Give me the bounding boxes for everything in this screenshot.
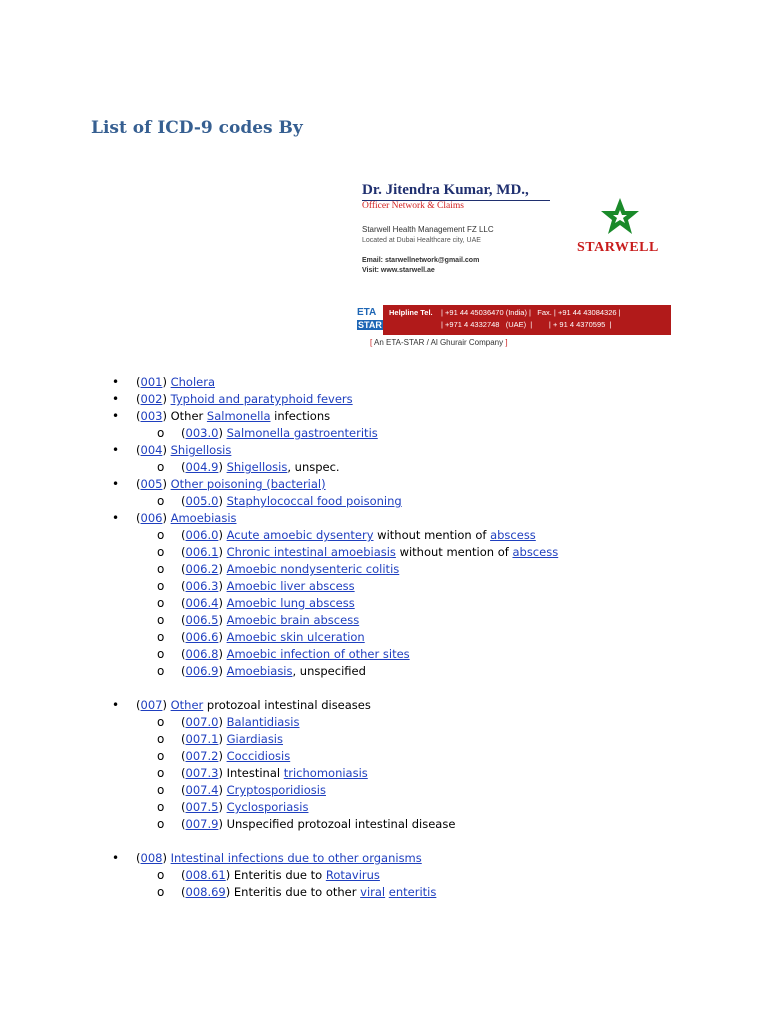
code-link[interactable]: 006 (140, 511, 163, 525)
paren-open: ( (181, 715, 186, 729)
description-link[interactable]: Staphylococcal food poisoning (226, 494, 402, 508)
code-link[interactable]: 006.3 (185, 579, 219, 593)
paren-open: ( (181, 885, 186, 899)
description-link[interactable]: Other (170, 698, 204, 712)
code-link[interactable]: 007.4 (185, 783, 219, 797)
code-link[interactable]: 004.9 (185, 460, 219, 474)
bullet-icon: • (112, 409, 120, 423)
circle-bullet-icon: o (157, 613, 165, 627)
subcode-list-item (0, 544, 558, 561)
code-link[interactable]: 008 (140, 851, 163, 865)
paren-close: ) (218, 630, 227, 644)
paren-close: ) (218, 647, 227, 661)
code-link[interactable]: 005.0 (185, 494, 219, 508)
code-link[interactable]: 008.69 (185, 885, 226, 899)
subcode-list-item (0, 561, 558, 578)
paren-close: ) (162, 443, 171, 457)
description-link[interactable]: Amoebic lung abscess (226, 596, 355, 610)
paren-close: ) (218, 817, 227, 831)
paren-open: ( (181, 868, 186, 882)
bullet-icon: • (112, 851, 120, 865)
paren-open: ( (181, 766, 186, 780)
description-link[interactable]: Typhoid and paratyphoid fevers (170, 392, 353, 406)
circle-bullet-icon: o (157, 817, 165, 831)
code-link[interactable]: 006.5 (185, 613, 219, 627)
paren-open: ( (181, 613, 186, 627)
description-text: protozoal intestinal diseases (203, 698, 371, 712)
subcode-list-item (0, 595, 558, 612)
icd9-code-list (0, 374, 558, 901)
paren-open: ( (181, 460, 186, 474)
paren-close: ) (162, 851, 171, 865)
doctor-name: Dr. Jitendra Kumar, MD., (362, 182, 529, 198)
circle-bullet-icon: o (157, 494, 165, 508)
code-link[interactable]: 006.0 (185, 528, 219, 542)
company-location: Located at Dubai Healthcare city, UAE (362, 237, 481, 244)
description-link[interactable]: Salmonella gastroenteritis (226, 426, 378, 440)
business-card (362, 182, 672, 292)
circle-bullet-icon: o (157, 528, 165, 542)
description-link[interactable]: abscess (512, 545, 559, 559)
paren-open: ( (136, 698, 141, 712)
code-link[interactable]: 005 (140, 477, 163, 491)
helpline-numbers-2: | +971 4 4332748 (UAE) | | + 91 4 4370595 | (441, 320, 612, 329)
paren-close: ) (218, 528, 227, 542)
paren-open: ( (181, 562, 186, 576)
paren-open: ( (181, 664, 186, 678)
description-text: , unspec. (287, 460, 340, 474)
subcode-list-item (0, 714, 558, 731)
code-link[interactable]: 006.1 (185, 545, 219, 559)
bullet-icon: • (112, 375, 120, 389)
paren-open: ( (136, 443, 141, 457)
description-link[interactable]: enteritis (388, 885, 437, 899)
circle-bullet-icon: o (157, 800, 165, 814)
description-link[interactable]: Cholera (170, 375, 216, 389)
description-link[interactable]: trichomoniasis (283, 766, 368, 780)
bullet-icon: • (112, 477, 120, 491)
subcode-list-item (0, 748, 558, 765)
eta-star-logo (355, 305, 383, 335)
paren-close: ) (218, 596, 227, 610)
description-text: Other (170, 409, 207, 423)
subcode-list-item (0, 799, 558, 816)
paren-close: ) (162, 698, 171, 712)
paren-close: ) (162, 375, 171, 389)
code-link[interactable]: 006.6 (185, 630, 219, 644)
description-link[interactable]: Salmonella (206, 409, 271, 423)
paren-close: ) (225, 885, 234, 899)
paren-close: ) (218, 766, 227, 780)
subcode-list-item (0, 765, 558, 782)
description-link[interactable]: Cyclosporiasis (226, 800, 309, 814)
paren-open: ( (136, 851, 141, 865)
paren-close: ) (218, 664, 227, 678)
description-link[interactable]: Amoebic skin ulceration (226, 630, 365, 644)
paren-close: ) (162, 511, 171, 525)
subcode-list-item (0, 527, 558, 544)
circle-bullet-icon: o (157, 426, 165, 440)
code-link[interactable]: 004 (140, 443, 163, 457)
helpline-label: Helpline Tel. (389, 308, 433, 317)
subcode-list-item (0, 731, 558, 748)
paren-open: ( (181, 783, 186, 797)
circle-bullet-icon: o (157, 630, 165, 644)
description-link[interactable]: abscess (490, 528, 536, 542)
description-link[interactable]: Chronic intestinal amoebiasis (226, 545, 396, 559)
description-text: Enteritis due to (233, 868, 326, 882)
paren-close: ) (218, 545, 227, 559)
description-link[interactable]: Amoebiasis (226, 664, 293, 678)
paren-close: ) (218, 562, 227, 576)
code-link[interactable]: 007.2 (185, 749, 219, 763)
tagline-close-bracket: ] (503, 338, 508, 347)
subcode-list-item (0, 816, 558, 833)
circle-bullet-icon: o (157, 596, 165, 610)
paren-open: ( (136, 375, 141, 389)
description-text: Enteritis due to other (233, 885, 361, 899)
paren-close: ) (218, 494, 227, 508)
description-link[interactable]: Amoebic infection of other sites (226, 647, 410, 661)
code-list-item (0, 391, 558, 408)
description-text: , unspecified (292, 664, 366, 678)
subcode-list-item (0, 884, 558, 901)
starwell-logo-text: STARWELL (577, 240, 659, 255)
circle-bullet-icon: o (157, 783, 165, 797)
helpline-banner (355, 305, 671, 335)
tagline-open-bracket: [ (370, 338, 375, 347)
circle-bullet-icon: o (157, 664, 165, 678)
paren-close: ) (162, 477, 171, 491)
circle-bullet-icon: o (157, 579, 165, 593)
code-link[interactable]: 008.61 (185, 868, 226, 882)
paren-open: ( (181, 596, 186, 610)
code-link[interactable]: 007 (140, 698, 163, 712)
paren-open: ( (181, 732, 186, 746)
paren-open: ( (181, 817, 186, 831)
circle-bullet-icon: o (157, 715, 165, 729)
company-tagline (370, 338, 508, 347)
subcode-list-item (0, 493, 558, 510)
code-link[interactable]: 006.8 (185, 647, 219, 661)
code-list-item (0, 476, 558, 493)
contact-email: Email: starwellnetwork@gmail.com (362, 257, 480, 264)
description-link[interactable]: Balantidiasis (226, 715, 300, 729)
code-link[interactable]: 007.9 (185, 817, 219, 831)
eta-logo-top: ETA (357, 307, 377, 318)
code-link[interactable]: 001 (140, 375, 163, 389)
bullet-icon: • (112, 511, 120, 525)
description-link[interactable]: Shigellosis (170, 443, 232, 457)
code-list-item (0, 442, 558, 459)
circle-bullet-icon: o (157, 868, 165, 882)
code-link[interactable]: 007.3 (185, 766, 219, 780)
code-link[interactable]: 006.4 (185, 596, 219, 610)
paren-open: ( (181, 494, 186, 508)
description-link[interactable]: Giardiasis (226, 732, 283, 746)
description-link[interactable]: Cryptosporidiosis (226, 783, 326, 797)
company-name: Starwell Health Management FZ LLC (362, 225, 494, 234)
paren-open: ( (181, 647, 186, 661)
circle-bullet-icon: o (157, 749, 165, 763)
starwell-star-icon (600, 196, 640, 236)
paren-close: ) (218, 749, 227, 763)
paren-close: ) (218, 783, 227, 797)
paren-open: ( (136, 511, 141, 525)
subcode-list-item (0, 782, 558, 799)
circle-bullet-icon: o (157, 732, 165, 746)
bullet-icon: • (112, 698, 120, 712)
tagline-text: An ETA-STAR / Al Ghurair Company (374, 338, 504, 347)
page-title: List of ICD-9 codes By (91, 118, 303, 138)
code-list-item (0, 510, 558, 527)
circle-bullet-icon: o (157, 885, 165, 899)
description-link[interactable]: Intestinal infections due to other organisms (170, 851, 422, 865)
paren-open: ( (181, 800, 186, 814)
circle-bullet-icon: o (157, 647, 165, 661)
description-link[interactable]: Amoebic nondysenteric colitis (226, 562, 400, 576)
code-link[interactable]: 007.1 (185, 732, 219, 746)
circle-bullet-icon: o (157, 545, 165, 559)
description-link[interactable]: Coccidiosis (226, 749, 291, 763)
description-text: Intestinal (226, 766, 284, 780)
description-link[interactable]: viral (360, 885, 386, 899)
paren-open: ( (136, 477, 141, 491)
paren-open: ( (181, 426, 186, 440)
description-text: without mention of (373, 528, 491, 542)
code-link[interactable]: 002 (140, 392, 163, 406)
paren-open: ( (181, 528, 186, 542)
paren-close: ) (218, 426, 227, 440)
code-link[interactable]: 007.0 (185, 715, 219, 729)
code-list-item (0, 697, 558, 714)
code-list-item (0, 850, 558, 867)
bullet-icon: • (112, 392, 120, 406)
code-list-item (0, 408, 558, 425)
helpline-numbers-1: | +91 44 45036470 (India) | Fax. | +91 44 43084326 | (441, 308, 621, 317)
code-link[interactable]: 007.5 (185, 800, 219, 814)
paren-close: ) (218, 460, 227, 474)
contact-website: Visit: www.starwell.ae (362, 267, 435, 274)
description-link[interactable]: Amoebiasis (170, 511, 237, 525)
description-link[interactable]: Amoebic liver abscess (226, 579, 355, 593)
paren-close: ) (218, 613, 227, 627)
subcode-list-item (0, 459, 558, 476)
paren-open: ( (136, 409, 141, 423)
eta-logo-bottom: STAR (358, 320, 382, 330)
circle-bullet-icon: o (157, 562, 165, 576)
code-list-item (0, 374, 558, 391)
subcode-list-item (0, 425, 558, 442)
paren-open: ( (181, 545, 186, 559)
description-link[interactable]: Amoebic brain abscess (226, 613, 360, 627)
subcode-list-item (0, 867, 558, 884)
paren-open: ( (181, 749, 186, 763)
paren-close: ) (225, 868, 234, 882)
paren-close: ) (162, 392, 171, 406)
paren-open: ( (181, 579, 186, 593)
description-text: Unspecified protozoal intestinal disease (226, 817, 456, 831)
circle-bullet-icon: o (157, 460, 165, 474)
description-text: infections (270, 409, 331, 423)
description-link[interactable]: Rotavirus (325, 868, 380, 882)
paren-close: ) (218, 715, 227, 729)
code-link[interactable]: 006.2 (185, 562, 219, 576)
code-link[interactable]: 006.9 (185, 664, 219, 678)
doctor-role: Officer Network & Claims (362, 201, 464, 211)
paren-close: ) (218, 579, 227, 593)
paren-close: ) (218, 800, 227, 814)
subcode-list-item (0, 663, 558, 680)
subcode-list-item (0, 629, 558, 646)
subcode-list-item (0, 612, 558, 629)
paren-close: ) (218, 732, 227, 746)
description-link[interactable]: Other poisoning (bacterial) (170, 477, 326, 491)
subcode-list-item (0, 646, 558, 663)
paren-open: ( (136, 392, 141, 406)
description-link[interactable]: Acute amoebic dysentery (226, 528, 374, 542)
description-text: without mention of (395, 545, 513, 559)
code-link[interactable]: 003 (140, 409, 163, 423)
code-link[interactable]: 003.0 (185, 426, 219, 440)
description-link[interactable]: Shigellosis (226, 460, 288, 474)
circle-bullet-icon: o (157, 766, 165, 780)
paren-open: ( (181, 630, 186, 644)
subcode-list-item (0, 578, 558, 595)
paren-close: ) (162, 409, 171, 423)
bullet-icon: • (112, 443, 120, 457)
